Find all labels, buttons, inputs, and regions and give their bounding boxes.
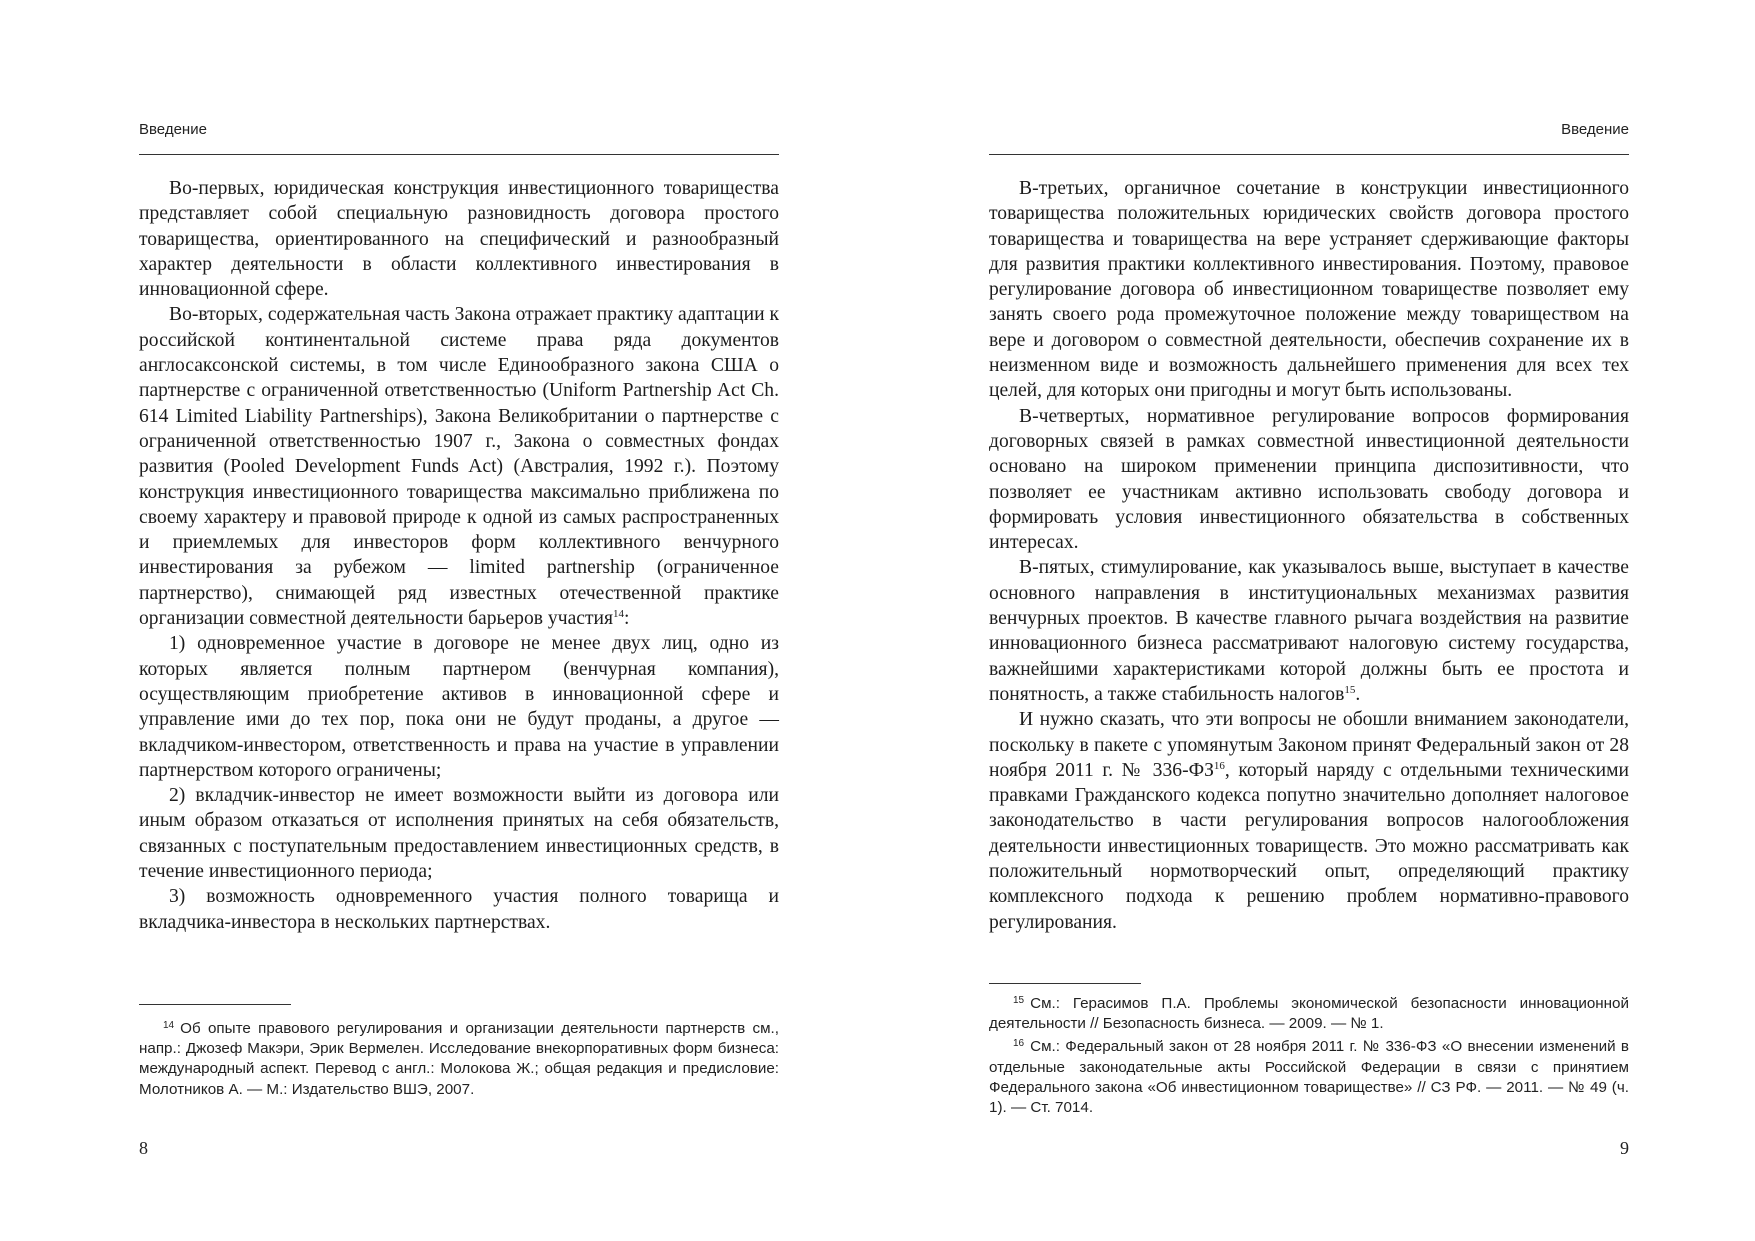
page-number-left: 8 — [139, 1138, 148, 1158]
paragraph-fifth — [989, 555, 1629, 707]
footnote-text: См.: Федеральный закон от 28 ноября 2011 г. № 336-ФЗ «О внесении изменений в отдельные законодательные акты Российской Федерации в связи с принятием Федерального закона «Об инвестиционном товариществе» // СЗ РФ. — 2011. — № 49 (ч. 1). — Ст. 7014. — [989, 1038, 1629, 1117]
header-rule-right — [989, 154, 1629, 155]
footnotes-right — [989, 991, 1629, 1118]
body-text-right — [989, 176, 1629, 935]
paragraph-sixth — [989, 707, 1629, 935]
paragraph-first: Во-первых, юридическая конструкция инвестиционного товарищества представляет собой специальную разновидность договора простого товарищества, ориентированного на специфический и разнообразный характер деятельности в области коллективного инвестирования в инновационной сфере. — [139, 178, 779, 301]
list-item-2: 2) вкладчик-инвестор не имеет возможности выйти из договора или иным образом отказаться от исполнения принятых на себя обязательств, связанных с поступательным предоставлением инвестиционных средств, в течение инвестиционного периода; — [139, 785, 779, 883]
footnote-15 — [989, 991, 1629, 1034]
footnote-ref-15[interactable]: 15 — [1344, 683, 1356, 696]
footnote-ref-14[interactable]: 14 — [613, 608, 625, 621]
paragraph-sixth-tail: , который наряду с отдельными техническими правками Гражданского кодекса попутно значительно дополняет налоговое законодательство в части регулирования вопросов налогообложения деятельности инвестиционных товариществ. Это можно рассматривать как положительный нормотворческий опыт, определяющий практику комплексного подхода к решению проблем нормативно-правового регулирования. — [989, 759, 1629, 933]
footnote-ref-16[interactable]: 16 — [1213, 759, 1225, 772]
paragraph-fifth-text: В-пятых, стимулирование, как указывалось выше, выступает в качестве основного направления в институциональных механизмах развития венчурных проектов. В качестве главного рычага воздействия на развитие инновационного бизнеса рассматривают налоговую систему государства, важнейшими характеристиками которой должны быть ее простота и понятность, а также стабильность налогов — [989, 557, 1629, 705]
footnote-number: 15 — [1013, 995, 1025, 1006]
paragraph-fourth: В-четвертых, нормативное регулирование вопросов формирования договорных связей в рамках совместной инвестиционной деятельности основано на широком применении принципа диспозитивности, что позволяет ее участникам активно использовать свободу договора и формировать условия инвестиционного обязательства в собственных интересах. — [989, 405, 1629, 554]
paragraph-second-text: Во-вторых, содержательная часть Закона отражает практику адаптации к российской континентальной системе права ряда документов англосаксонской системы, в том числе Единообразного закона США о партнерстве с ограниченной ответственностью (Uniform Partnership Act Ch. 614 Limited Liability Partnerships), Закона Великобритании о партнерстве с ограниченной ответственностью 1907 г., Закона о совместных фондах развития (Pooled Development Funds Act) (Австралия, 1992 г.). Поэтому конструкция инвестиционного товарищества максимально приближена по своему характеру и правовой природе к одной из самых распространенных и приемлемых для инвесторов форм коллективного венчурного инвестирования за рубежом — limited partnership (ограниченное партнерство), снимающей ряд известных отечественной практике организации совместной деятельности барьеров участия — [139, 304, 779, 630]
body-text-left — [139, 176, 779, 935]
running-head-left: Введение — [139, 121, 207, 138]
list-item-3: 3) возможность одновременного участия полного товарища и вкладчика-инвестора в нескольких партнерствах. — [139, 886, 779, 933]
footnotes-left — [139, 1016, 779, 1100]
footnote-number: 14 — [163, 1020, 175, 1031]
footnote-14 — [139, 1016, 779, 1100]
paragraph-second — [139, 302, 779, 631]
footnote-16 — [989, 1034, 1629, 1118]
header-rule-left — [139, 154, 779, 155]
page-number-right: 9 — [1620, 1138, 1629, 1158]
paragraph-fifth-tail: . — [1355, 683, 1361, 705]
footnote-text: См.: Герасимов П.А. Проблемы экономической безопасности инновационной деятельности // Безопасность бизнеса. — 2009. — № 1. — [989, 995, 1629, 1033]
footnote-rule-left — [139, 1004, 291, 1005]
paragraph-third: В-третьих, органичное сочетание в конструкции инвестиционного товарищества положительных юридических свойств договора простого товарищества и товарищества на вере устраняет сдерживающие факторы для развития практики коллективного инвестирования. Поэтому, правовое регулирование договора об инвестиционном товариществе позволяет ему занять своего рода промежуточное положение между товариществом на вере и договором о совместной деятельности, обеспечив сохранение их в неизменном виде и возможность дальнейшего применения для всех тех целей, для которых они пригодны и могут быть использованы. — [989, 178, 1629, 402]
footnote-text: Об опыте правового регулирования и организации деятельности партнерств см., напр.: Джозеф Макэри, Эрик Вермелен. Исследование внекорпоративных форм бизнеса: международный аспект. Перевод с англ.: Молокова Ж.; общая редакция и предисловие: Молотников А. — М.: Издательство ВШЭ, 2007. — [139, 1020, 779, 1098]
footnote-rule-right — [989, 983, 1141, 984]
footnote-number: 16 — [1013, 1038, 1025, 1050]
paragraph-sixth-text: И нужно сказать, что эти вопросы не обошли вниманием законодатели, поскольку в пакете с упомянутым Законом принят Федеральный закон от 28 ноября 2011 г. № 336-ФЗ — [989, 709, 1629, 781]
list-item-1: 1) одновременное участие в договоре не менее двух лиц, одно из которых является полным партнером (венчурная компания), осуществляющим приобретение активов в инновационной сфере и управление ими до тех пор, пока они не будут проданы, а другое — вкладчиком-инвестором, ответственность и права на участие в управлении партнерством которого ограничены; — [139, 633, 779, 781]
paragraph-second-tail: : — [624, 608, 630, 630]
running-head-right: Введение — [1561, 121, 1629, 138]
